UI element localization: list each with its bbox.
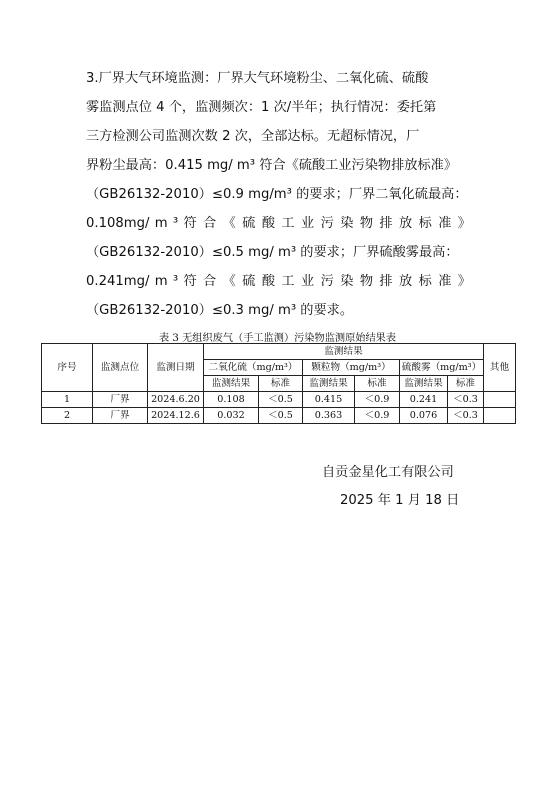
table-caption: 表 3 无组织废气（手工监测）污染物监测原始结果表 (158, 333, 397, 344)
cell-so2: 0.032 (204, 408, 259, 424)
header-pm-result: 监测结果 (303, 376, 355, 392)
header-seq: 序号 (42, 344, 93, 392)
cell-acid: 0.241 (400, 392, 448, 408)
table-row (42, 392, 516, 408)
paragraph-line: 0.241mg/ m ³ 符 合 《 硫 酸 工 业 污 染 物 排 放 标 准 》 (86, 274, 471, 289)
header-acid-result: 监测结果 (400, 376, 448, 392)
header-pm-standard: 标准 (355, 376, 400, 392)
paragraph-line: （GB26132-2010）≤0.9 mg/m³ 的要求；厂界二氧化硫最高： (86, 187, 468, 202)
cell-seq: 1 (42, 392, 93, 408)
header-date: 监测日期 (148, 344, 204, 392)
cell-so2-standard: ＜0.5 (259, 392, 303, 408)
cell-point: 厂界 (93, 392, 148, 408)
monitoring-paragraph (86, 64, 471, 325)
header-acid-standard: 标准 (448, 376, 484, 392)
cell-pm: 0.415 (303, 392, 355, 408)
header-pm: 颗粒物（mg/m³） (303, 360, 400, 376)
paragraph-line: 0.108mg/ m ³ 符 合 《 硫 酸 工 业 污 染 物 排 放 标 准 》 (86, 216, 471, 231)
cell-seq: 2 (42, 408, 93, 424)
paragraph-line: 界粉尘最高：0.415 mg/ m³ 符合《硫酸工业污染物排放标准》 (86, 158, 458, 173)
paragraph-line: （GB26132-2010）≤0.5 mg/ m³ 的要求；厂界硫酸雾最高： (86, 245, 459, 260)
paragraph-line: （GB26132-2010）≤0.3 mg/ m³ 的要求。 (86, 303, 354, 318)
company-name: 自贡金星化工有限公司 (322, 465, 454, 480)
header-so2-result: 监测结果 (204, 376, 259, 392)
cell-other (484, 392, 516, 408)
cell-pm: 0.363 (303, 408, 355, 424)
header-so2-standard: 标准 (259, 376, 303, 392)
header-point: 监测点位 (93, 344, 148, 392)
header-results: 监测结果 (204, 344, 484, 360)
cell-acid-standard: ＜0.3 (448, 408, 484, 424)
cell-other (484, 408, 516, 424)
header-other: 其他 (484, 344, 516, 392)
cell-pm-standard: ＜0.9 (355, 408, 400, 424)
paragraph-line: 雾监测点位 4 个，监测频次：1 次/半年；执行情况：委托第 (86, 100, 437, 115)
cell-pm-standard: ＜0.9 (355, 392, 400, 408)
cell-point: 厂界 (93, 408, 148, 424)
cell-date: 2024.6.20 (148, 392, 204, 408)
header-acid: 硫酸雾（mg/m³） (400, 360, 484, 376)
cell-so2-standard: ＜0.5 (259, 408, 303, 424)
header-so2: 二氧化硫（mg/m³） (204, 360, 303, 376)
table-header-row (42, 344, 516, 360)
paragraph-line: 三方检测公司监测次数 2 次，全部达标。无超标情况，厂 (86, 129, 420, 144)
signature-date: 2025 年 1 月 18 日 (340, 493, 460, 508)
cell-acid: 0.076 (400, 408, 448, 424)
cell-date: 2024.12.6 (148, 408, 204, 424)
paragraph-line: 3.厂界大气环境监测：厂界大气环境粉尘、二氧化硫、硫酸 (86, 71, 429, 86)
monitoring-results-table (41, 343, 516, 424)
cell-acid-standard: ＜0.3 (448, 392, 484, 408)
cell-so2: 0.108 (204, 392, 259, 408)
table-row (42, 408, 516, 424)
